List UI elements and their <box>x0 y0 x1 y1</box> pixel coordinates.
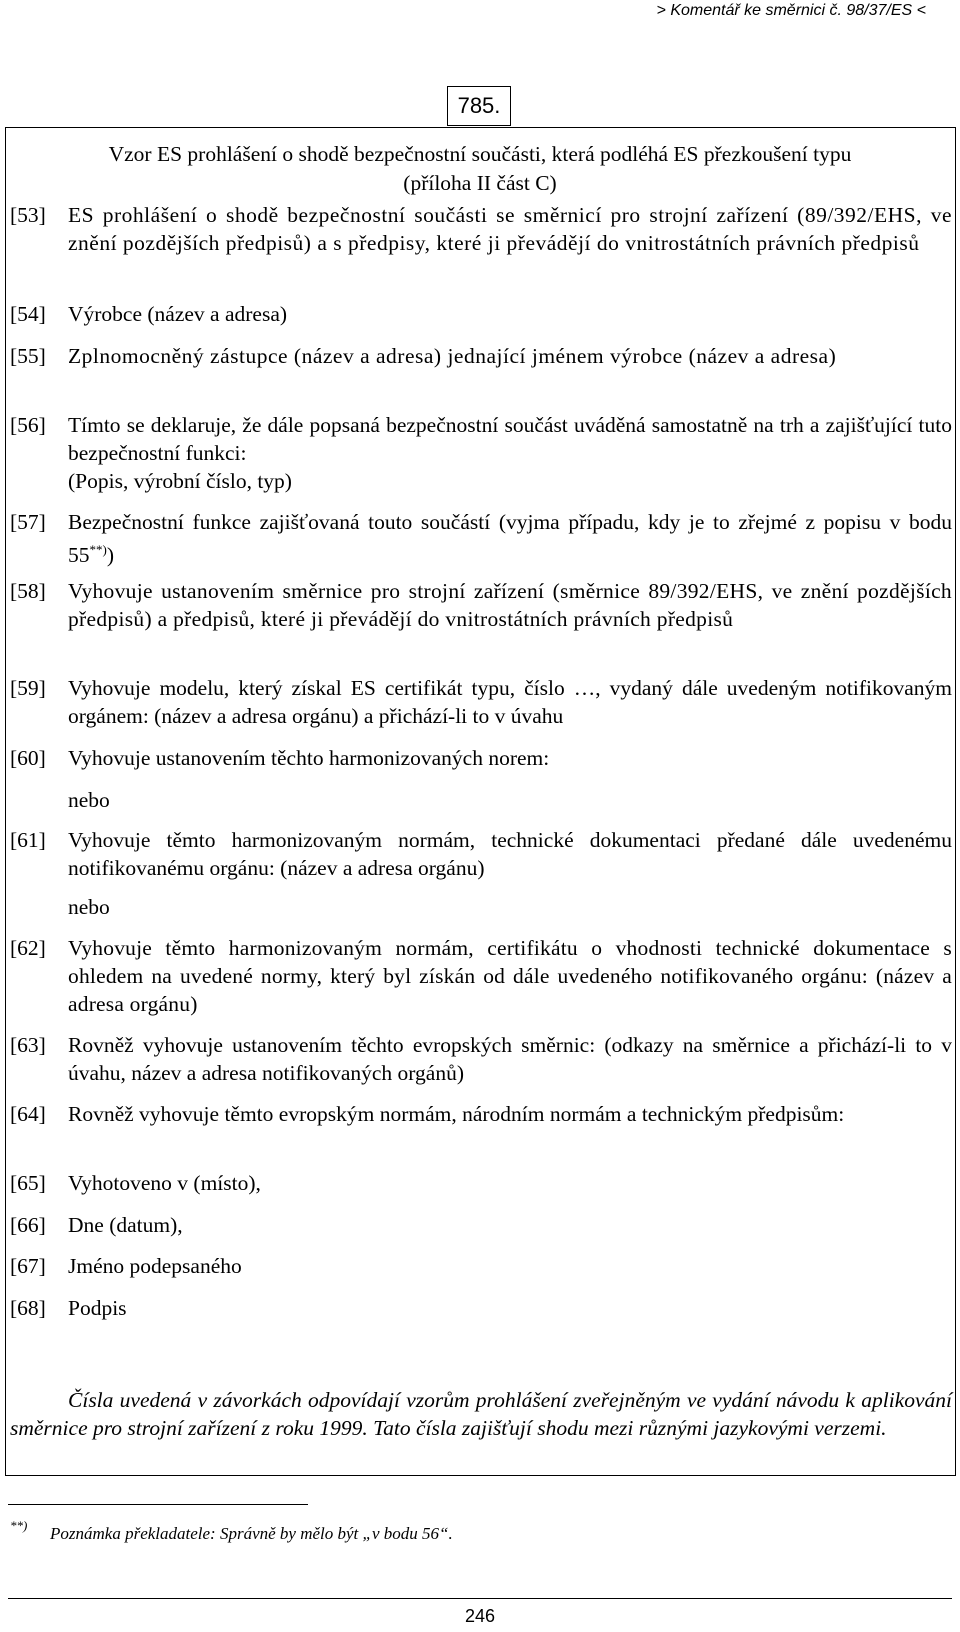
title-line-2: (příloha II část C) <box>403 171 557 195</box>
item-62 <box>10 934 952 1018</box>
item-68 <box>10 1294 952 1322</box>
item-text: Vyhovuje modelu, který získal ES certifikát typu, číslo …, vydaný dále uvedeným notifikovaným orgánem: (název a adresa orgánu) a přichází-li to v úvahu <box>68 676 952 728</box>
item-58 <box>10 577 952 633</box>
item-number: [68] <box>10 1296 46 1320</box>
item-text: Tímto se deklaruje, že dále popsaná bezpečnostní součást uváděná samostatně na trh a zajišťující tuto bezpečnostní funkci: <box>68 413 952 465</box>
item-text: Rovněž vyhovuje těmto evropským normám, národním normám a technickým předpisům: <box>68 1102 845 1126</box>
item-66 <box>10 1211 952 1239</box>
item-text: Výrobce (název a adresa) <box>68 302 288 326</box>
footnote-text: Poznámka překladatele: Správně by mělo být „v bodu 56“. <box>50 1524 453 1543</box>
footnote-divider <box>8 1504 308 1505</box>
item-text-main: Bezpečnostní funkce zajišťovaná touto součástí (vyjma případu, kdy je to zřejmé z popisu v bodu 55 <box>68 510 952 568</box>
item-text: Vyhovuje ustanovením směrnice pro strojní zařízení (směrnice 89/392/EHS, ve znění pozdějších předpisů) a předpisů, které ji převádějí do vnitrostátních právních předpisů <box>68 579 952 631</box>
item-number: [64] <box>10 1102 46 1126</box>
item-text: Zplnomocněný zástupce (název a adresa) jednající jménem výrobce (název a adresa) <box>68 344 837 368</box>
footnote-reference: **) <box>89 542 107 557</box>
item-number: [66] <box>10 1213 46 1237</box>
item-text: Dne (datum), <box>68 1213 183 1237</box>
note-paragraph: Čísla uvedená v závorkách odpovídají vzorům prohlášení zveřejněným ve vydání návodu k aplikování směrnice pro strojní zařízení z roku 1999. Tato čísla zajišťují shodu mezi různými jazykovými verzemi. <box>10 1388 952 1440</box>
item-56 <box>10 411 952 495</box>
item-number: [65] <box>10 1171 46 1195</box>
item-text: Vyhotoveno v (místo), <box>68 1171 261 1195</box>
item-text: Vyhovuje ustanovením těchto harmonizovaných norem: <box>68 746 550 770</box>
item-text <box>68 508 952 569</box>
item-61 <box>10 826 952 882</box>
item-53 <box>10 201 952 257</box>
item-number: [55] <box>10 344 46 368</box>
item-number: [67] <box>10 1254 46 1278</box>
item-text: Rovněž vyhovuje ustanovením těchto evropských směrnic: (odkazy na směrnice a přichází-li to v úvahu, název a adresa notifikovaných orgánů) <box>68 1033 952 1085</box>
item-text: Jméno podepsaného <box>68 1254 242 1278</box>
item-text: Vyhovuje těmto harmonizovaným normám, technické dokumentaci předané dále uvedenému notifikovanému orgánu: (název a adresa orgánu) <box>68 828 952 880</box>
item-number: [57] <box>10 510 46 534</box>
item-63 <box>10 1031 952 1087</box>
item-number: [63] <box>10 1033 46 1057</box>
item-number: [54] <box>10 302 46 326</box>
item-number: [61] <box>10 828 46 852</box>
page-number: 246 <box>464 1606 496 1626</box>
item-text: Podpis <box>68 1296 127 1320</box>
item-text-end: ) <box>106 543 115 568</box>
item-55 <box>10 342 952 370</box>
item-number: [58] <box>10 579 46 603</box>
title-line-1: Vzor ES prohlášení o shodě bezpečnostní součásti, která podléhá ES přezkoušení typu <box>108 142 852 166</box>
item-number: [62] <box>10 936 46 960</box>
footer-divider <box>8 1598 952 1599</box>
section-number-box: 785. <box>447 86 511 126</box>
item-text: ES prohlášení o shodě bezpečnostní součásti se směrnicí pro strojní zařízení (89/392/EHS, ve znění pozdějších předpisů) a s předpisy, které ji převádějí do vnitrostátních právních předpisů <box>68 203 952 255</box>
item-67 <box>10 1252 952 1280</box>
item-number: [59] <box>10 676 46 700</box>
separator-or: nebo <box>68 895 110 919</box>
item-54 <box>10 300 952 328</box>
item-number: [56] <box>10 413 46 437</box>
item-64 <box>10 1100 952 1128</box>
running-header: > Komentář ke směrnici č. 98/37/ES < <box>656 2 926 19</box>
footnote-mark: **) <box>10 1518 28 1533</box>
item-subtext: (Popis, výrobní číslo, typ) <box>68 469 292 493</box>
item-text: Vyhovuje těmto harmonizovaným normám, certifikátu o vhodnosti technické dokumentace s ohledem na uvedené normy, který byl získán od dále uvedeného notifikovaného orgánu: (název a adresa orgánu) <box>68 936 952 1016</box>
document-title <box>14 140 946 198</box>
item-57 <box>10 508 952 569</box>
separator-or: nebo <box>68 788 110 812</box>
item-number: [60] <box>10 746 46 770</box>
item-number: [53] <box>10 203 46 227</box>
item-59 <box>10 674 952 730</box>
item-65 <box>10 1169 952 1197</box>
item-60 <box>10 744 952 772</box>
